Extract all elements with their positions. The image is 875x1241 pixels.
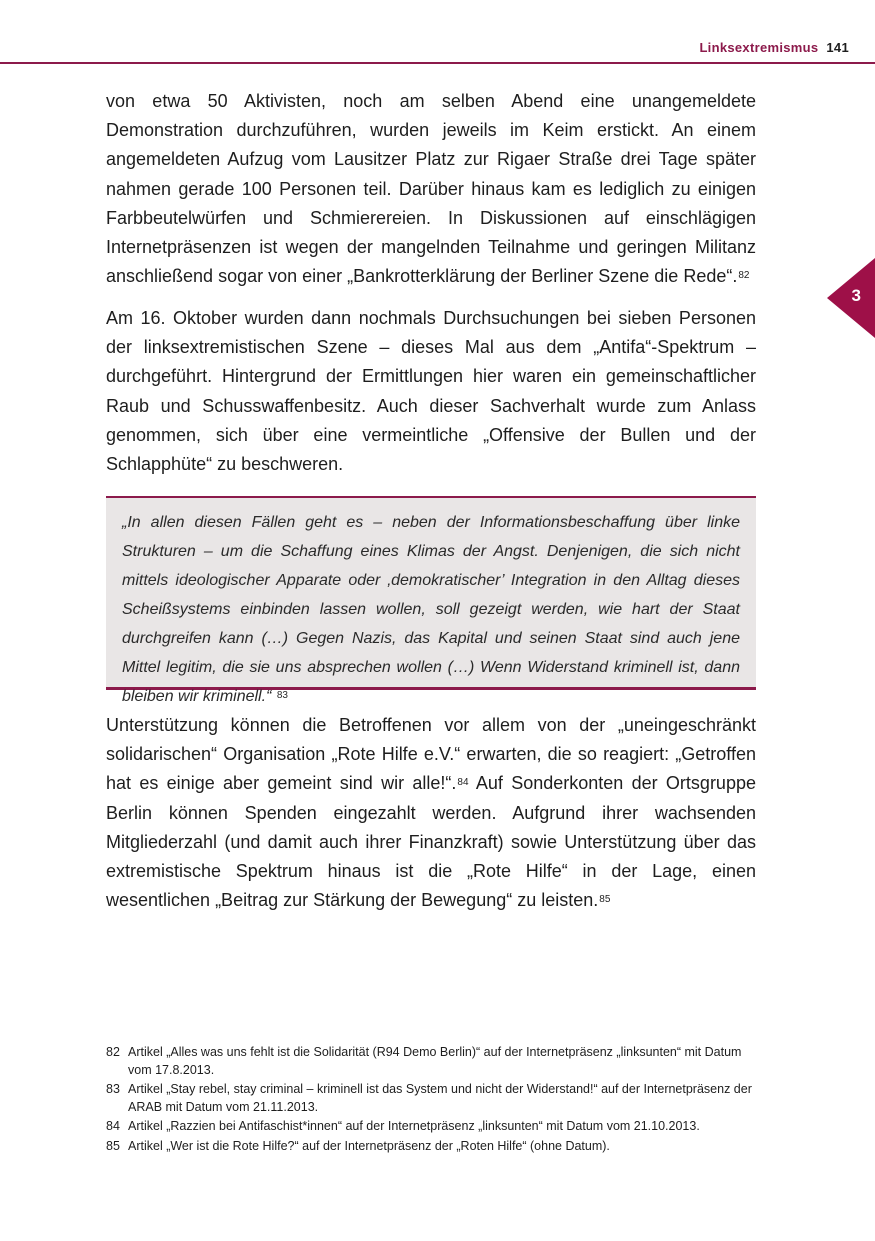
footnote-ref: 83 [276,690,288,701]
footnote-number: 84 [106,1119,120,1133]
section-title: Linksextremismus [699,40,819,55]
body-paragraph [106,304,756,479]
footnote-text: Artikel „Wer ist die Rote Hilfe?“ auf der Internetpräsenz der „Roten Hilfe“ (ohne Datum). [128,1138,610,1153]
footnote-item [106,1044,756,1079]
block-quote [106,496,756,705]
paragraph-text: von etwa 50 Aktivisten, noch am selben Abend eine unangemeldete Demonstration durchzuführen, wurden jeweils im Keim erstickt. An einem angemeldeten Aufzug vom Lausitzer Platz zur Rigaer Straße drei Tage später nahmen gerade 100 Personen teil. Darüber hinaus kam es lediglich zu einigen Farbbeutelwürfen und Schmierereien. In Diskussionen auf einschlägigen Internetpräsenzen ist wegen der mangelnden Teilnahme und geringen Militanz anschließend sogar von einer „Bankrotterklärung der Berliner Szene die Rede“. [106,91,756,287]
chapter-number: 3 [851,286,861,305]
page-number: 141 [826,40,849,55]
chapter-tab [827,258,875,338]
paragraph-text-continued: Auf Sonderkonten der Ortsgruppe Berlin können Spenden eingezahlt werden. Aufgrund ihrer wachsenden Mitgliederzahl (und damit auch ihrer Finanzkraft) sowie Unterstützung über das extremistische Spektrum hinaus ist die „Rote Hilfe“ in der Lage, einen wesentlichen „Beitrag zur Stärkung der Bewegung“ zu leisten. [106,773,756,911]
footnote-text: Artikel „Stay rebel, stay criminal – kriminell ist das System und nicht der Widerstand!“ auf der Internetpräsenz der ARAB mit Datum vom 21.11.2013. [128,1082,752,1114]
footnote-ref: 84 [457,777,469,789]
paragraph-text: Unterstützung können die Betroffenen vor allem von der „uneingeschränkt solidarischen“ Organisation „Rote Hilfe e.V.“ erwarten, die so reagiert: „Getroffen hat es einige aber gemeint sind wir alle!“. [106,715,756,794]
header-divider [0,62,875,64]
footnote-number: 85 [106,1138,120,1153]
running-header [699,40,849,55]
body-paragraph [106,87,756,291]
footnote-ref: 85 [599,894,611,906]
footnote-item [106,1081,756,1116]
body-paragraph [106,711,756,915]
footnote-text: Artikel „Alles was uns fehlt ist die Solidarität (R94 Demo Berlin)“ auf der Internetpräsenz „linksunten“ mit Datum vom 17.8.2013. [128,1045,742,1077]
footnote-ref: 82 [738,270,750,282]
footnote-text: Artikel „Razzien bei Antifaschist*innen“ auf der Internetpräsenz „linksunten“ mit Datum vom 21.10.2013. [128,1119,700,1133]
footnote-item [106,1118,756,1136]
quote-text: „In allen diesen Fällen geht es – neben der Informationsbeschaffung über linke Strukturen – um die Schaffung eines Klimas der Angst. Denjenigen, die sich nicht mittels ideologischer Apparate oder ‚demokratischer’ Integration in den Alltag dieses Scheißsystems einbinden lassen wollen, soll gezeigt werden, wie hart der Staat durchgreifen kann (…) Gegen Nazis, das Kapital und seinen Staat sind auch jene Mittel legitim, die sie uns absprechen wollen (…) Wenn Widerstand kriminell ist, dann bleiben wir kriminell.“ [122,514,740,705]
footnote-number: 83 [106,1082,120,1096]
footnote-number: 82 [106,1045,120,1059]
footnote-item [106,1138,756,1156]
footnotes [106,1044,756,1157]
paragraph-text: Am 16. Oktober wurden dann nochmals Durchsuchungen bei sieben Personen der linksextremistischen Szene – dieses Mal aus dem „Antifa“-Spektrum – durchgeführt. Hintergrund der Ermittlungen hier waren ein gemeinschaftlicher Raub und Schusswaffenbesitz. Auch dieser Sachverhalt wurde zum Anlass genommen, sich über eine vermeintliche „Offensive der Bullen und der Schlapphüte“ zu beschweren. [106,308,756,475]
